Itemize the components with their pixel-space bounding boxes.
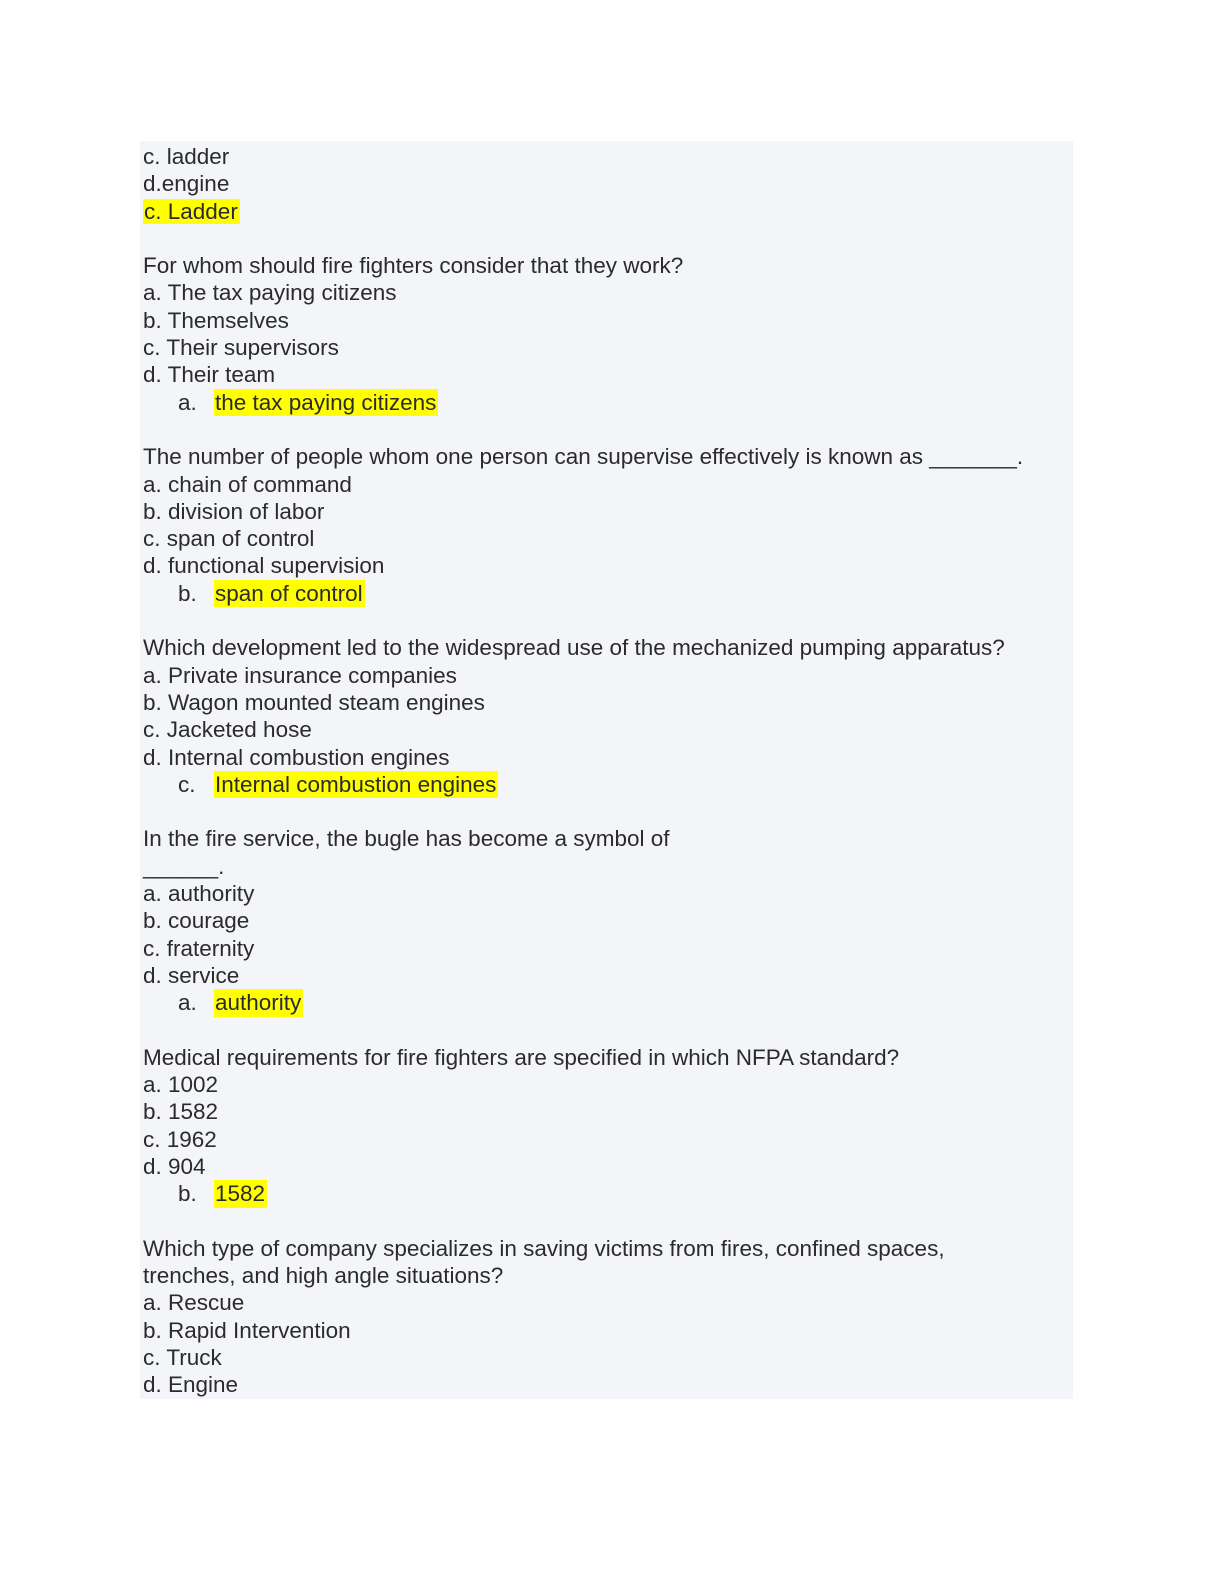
spacer	[143, 1208, 1068, 1235]
spacer	[143, 798, 1068, 825]
question-text: Which type of company specializes in saving victims from fires, confined spaces,	[143, 1235, 945, 1261]
option-line: c. 1962	[143, 1126, 217, 1152]
option-line: a. The tax paying citizens	[143, 280, 397, 306]
question-text: In the fire service, the bugle has become a symbol of	[143, 826, 670, 852]
option-line: d. functional supervision	[143, 553, 385, 579]
answer-line	[143, 389, 1068, 416]
question-text: trenches, and high angle situations?	[143, 1263, 504, 1289]
option-line: a. authority	[143, 881, 255, 907]
spacer	[143, 607, 1068, 634]
question-text: The number of people whom one person can supervise effectively is known as _______.	[143, 444, 1024, 470]
answer-marker: a.	[178, 990, 197, 1016]
question-text: Medical requirements for fire fighters are specified in which NFPA standard?	[143, 1044, 900, 1070]
option-line: b. Wagon mounted steam engines	[143, 689, 485, 715]
answer-line	[143, 771, 1068, 798]
spacer	[143, 225, 1068, 252]
option-line: a. chain of command	[143, 471, 352, 497]
spacer	[143, 416, 1068, 443]
highlighted-answer: authority	[215, 990, 302, 1016]
highlighted-answer: 1582	[215, 1181, 266, 1207]
answer-line	[143, 1180, 1068, 1207]
option-line: d. Internal combustion engines	[143, 744, 450, 770]
option-line: c. fraternity	[143, 935, 255, 961]
answer-marker: b.	[178, 580, 197, 606]
option-line: a. 1002	[143, 1072, 219, 1098]
option-line: b. Rapid Intervention	[143, 1317, 351, 1343]
question-text: ______.	[143, 853, 225, 879]
option-line: d. service	[143, 962, 240, 988]
answer-marker: b.	[178, 1181, 197, 1207]
option-line: b. division of labor	[143, 498, 325, 524]
option-line: b. Themselves	[143, 307, 289, 333]
question-text: For whom should fire fighters consider that they work?	[143, 253, 684, 279]
answer-marker: c.	[178, 771, 196, 797]
option-line: d. 904	[143, 1153, 206, 1179]
option-line: b. 1582	[143, 1099, 219, 1125]
option-line: d.engine	[143, 171, 230, 197]
question-text: Which development led to the widespread use of the mechanized pumping apparatus?	[143, 635, 1005, 661]
option-line: d. Engine	[143, 1372, 239, 1398]
answer-line	[143, 198, 1068, 225]
option-line: b. courage	[143, 908, 250, 934]
option-line: a. Rescue	[143, 1290, 245, 1316]
option-line: c. Truck	[143, 1345, 222, 1371]
highlighted-answer: the tax paying citizens	[215, 389, 437, 415]
highlighted-answer: Internal combustion engines	[215, 771, 497, 797]
highlighted-answer: c. Ladder	[144, 198, 238, 224]
option-line: d. Their team	[143, 362, 276, 388]
highlighted-answer: span of control	[215, 580, 363, 606]
document-content	[143, 143, 1068, 1399]
option-line: c. Their supervisors	[143, 335, 339, 361]
answer-line	[143, 580, 1068, 607]
option-line: c. Jacketed hose	[143, 717, 312, 743]
option-line: c. ladder	[143, 144, 230, 169]
spacer	[143, 1017, 1068, 1044]
answer-line	[143, 989, 1068, 1016]
option-line: c. span of control	[143, 526, 315, 552]
answer-marker: a.	[178, 389, 197, 415]
option-line: a. Private insurance companies	[143, 662, 457, 688]
